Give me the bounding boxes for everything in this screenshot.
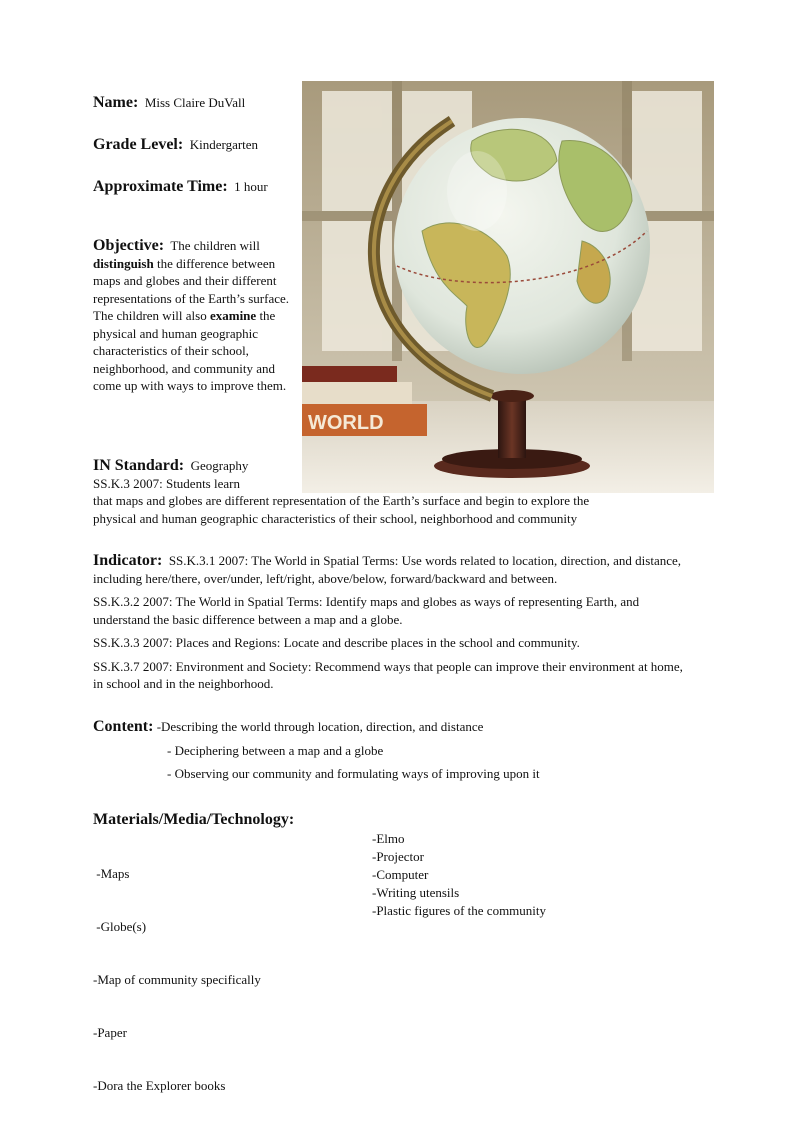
- list-item: -Dora the Explorer books: [93, 1078, 226, 1093]
- name-label: Name:: [93, 94, 139, 111]
- standard-label: IN Standard:: [93, 457, 185, 474]
- indicator-section: [93, 552, 693, 699]
- content-item: - Deciphering between a map and a globe: [167, 743, 384, 758]
- book-title-text: WORLD: [308, 412, 384, 434]
- objective-keyword-examine: examine: [209, 308, 257, 323]
- list-item: -Paper: [93, 1025, 127, 1040]
- standard-value: Geography: [190, 458, 249, 473]
- standard-line-2: that maps and globes are different representation of the Earth’s surface and begin to explore the: [93, 493, 590, 508]
- time-line: [93, 178, 283, 196]
- indicator-label: Indicator:: [93, 552, 163, 569]
- grade-label: Grade Level:: [93, 136, 184, 153]
- list-item: -Elmo: [372, 831, 405, 846]
- list-item: -Computer: [372, 867, 429, 882]
- content-item: - Observing our community and formulating ways of improving upon it: [167, 766, 540, 781]
- content-section: [93, 718, 483, 736]
- standard-section: [93, 457, 589, 527]
- materials-right-list: [372, 830, 546, 920]
- list-item: -Globe(s): [93, 919, 147, 934]
- time-label: Approximate Time:: [93, 178, 228, 195]
- grade-value: Kindergarten: [189, 137, 259, 152]
- standard-line-3: physical and human geographic characteristics of their school, neighborhood and community: [93, 510, 578, 526]
- globe-photo: [302, 81, 714, 493]
- objective-section: [93, 237, 291, 395]
- objective-text-3: the physical and human geographic characteristics of their school, neighborhood, and community and come up with ways to improve them.: [93, 308, 287, 393]
- list-item: -Map of community specifically: [93, 972, 261, 987]
- name-value: Miss Claire DuVall: [144, 95, 246, 110]
- content-label: Content:: [93, 718, 154, 735]
- indicator-item: SS.K.3.7 2007: Environment and Society: Recommend ways that people can improve their environment at home, in school and in the neighborhood.: [93, 658, 683, 691]
- indicator-item: SS.K.3.1 2007: The World in Spatial Terms: Use words related to location, direction, and distance, including here/there, over/under, left/right, above/below, forward/backward and between.: [93, 553, 682, 586]
- content-item: -Describing the world through location, direction, and distance: [156, 719, 484, 734]
- standard-line-1: SS.K.3 2007: Students learn: [93, 475, 240, 491]
- objective-label: Objective:: [93, 237, 165, 254]
- name-line: [93, 94, 245, 112]
- objective-text-1: The children will: [170, 238, 260, 253]
- objective-keyword-distinguish: distinguish: [93, 255, 154, 271]
- materials-left-list: [93, 830, 261, 1130]
- indicator-item: SS.K.3.2 2007: The World in Spatial Terms: Identify maps and globes as ways of representing Earth, and understand the basic difference between a map and a globe.: [93, 594, 640, 627]
- objective-text-2: the difference between maps and globes and their different representations of the Earth’s surface. The children will also: [93, 255, 290, 323]
- materials-heading: [93, 811, 294, 829]
- materials-label: Materials/Media/Technology:: [93, 811, 295, 828]
- list-item: -Writing utensils: [372, 885, 460, 900]
- time-value: 1 hour: [234, 179, 268, 194]
- list-item: -Maps: [93, 866, 130, 881]
- grade-line: [93, 136, 258, 154]
- indicator-item: SS.K.3.3 2007: Places and Regions: Locate and describe places in the school and community.: [93, 635, 580, 650]
- list-item: -Plastic figures of the community: [372, 903, 547, 918]
- list-item: -Projector: [372, 849, 424, 864]
- globe-illustration: [302, 81, 714, 493]
